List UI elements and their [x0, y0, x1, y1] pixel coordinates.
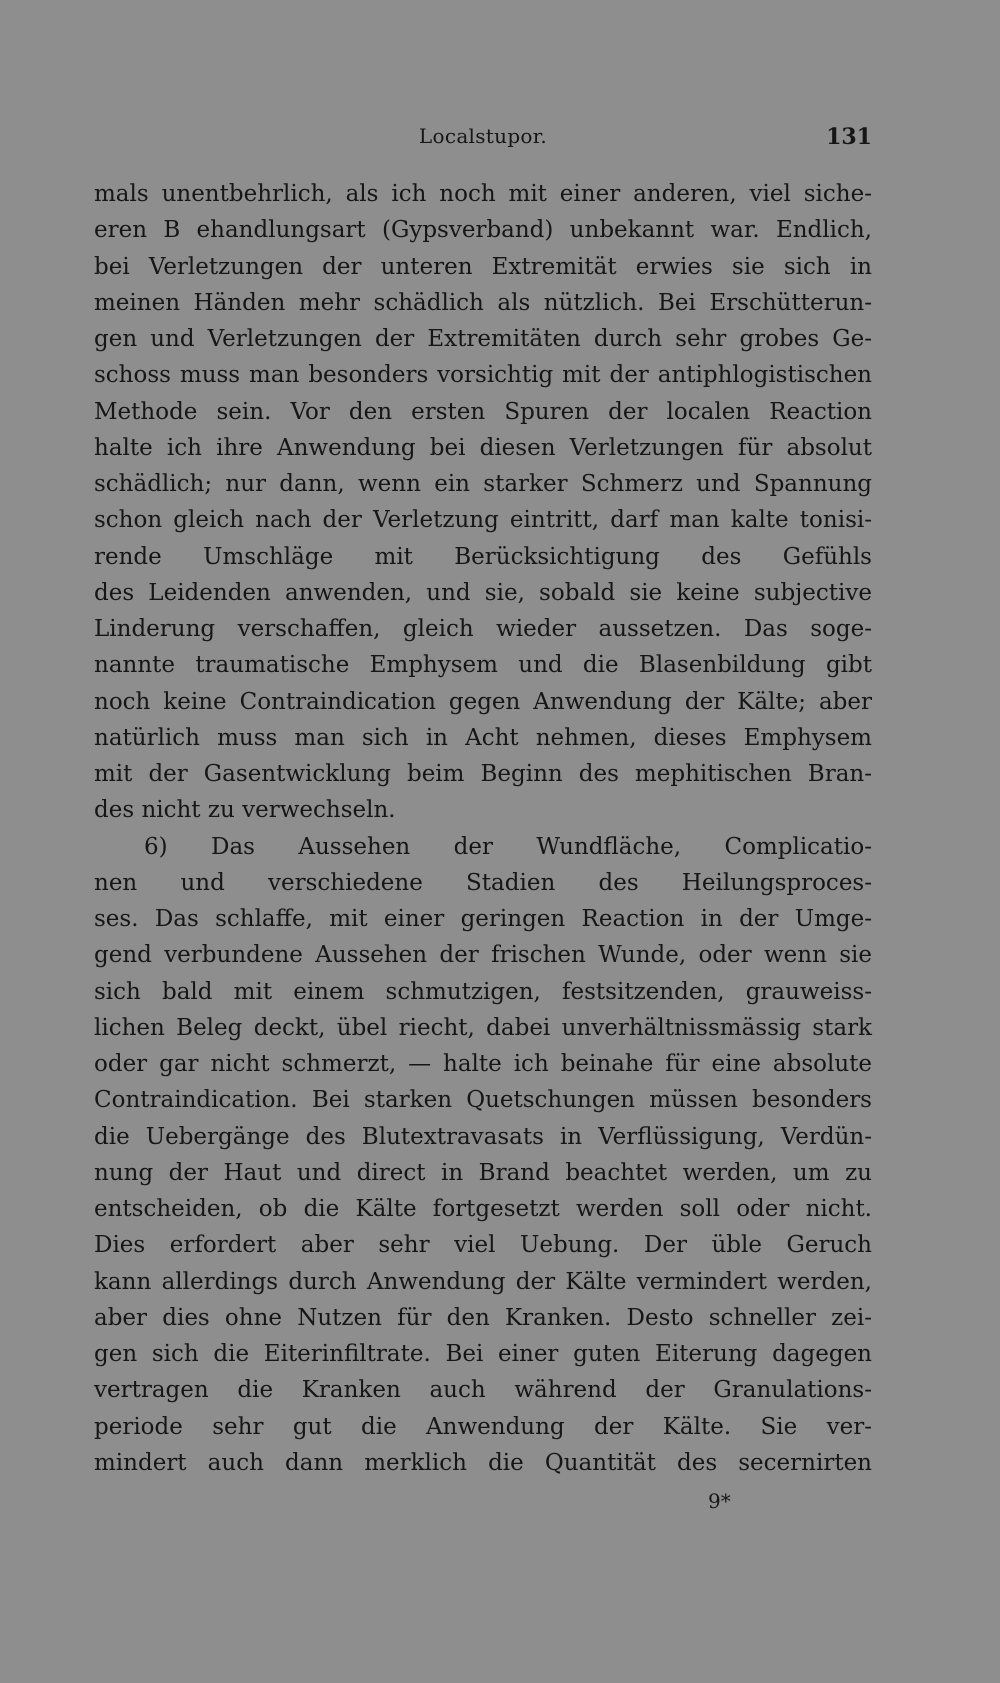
text-line: natürlich muss man sich in Acht nehmen, dieses Emphysem — [94, 724, 872, 751]
text-line: gen sich die Eiterinfiltrate. Bei einer guten Eiterung dagegen — [94, 1341, 872, 1367]
body-text — [94, 176, 872, 1481]
page-number: 131 — [826, 124, 872, 150]
running-title: Localstupor. — [418, 124, 548, 148]
section-heading-line: nen und verschiedene Stadien des Heilungsproces- — [94, 869, 872, 896]
text-line: mindert auch dann merklich die Quantität des secernirten — [94, 1449, 872, 1476]
text-line: nung der Haut und direct in Brand beachtet werden, um zu — [94, 1159, 872, 1186]
signature-mark: 9* — [708, 1489, 731, 1513]
text-line: mit der Gasentwicklung beim Beginn des mephitischen Bran- — [94, 761, 872, 787]
text-line: mals unentbehrlich, als ich noch mit einer anderen, viel siche- — [94, 181, 872, 207]
text-line: meinen Händen mehr schädlich als nützlich. Bei Erschütterun- — [94, 289, 872, 316]
text-line: bei Verletzungen der unteren Extremität erwies sie sich in — [94, 253, 872, 280]
text-line: ses. Das schlaffe, mit einer geringen Reaction in der Umge- — [94, 906, 872, 932]
text-line: des Leidenden anwenden, und sie, sobald sie keine subjective — [94, 579, 872, 606]
text-line: rende Umschläge mit Berücksichtigung des Gefühls — [94, 543, 872, 570]
text-line: vertragen die Kranken auch während der Granulations- — [94, 1377, 872, 1404]
text-line: entscheiden, ob die Kälte fortgesetzt werden soll oder nicht. — [94, 1196, 872, 1222]
text-line: des nicht zu verwechseln. — [94, 797, 396, 824]
text-line: Dies erfordert aber sehr viel Uebung. Der üble Geruch — [94, 1232, 872, 1259]
text-line: Linderung verschaffen, gleich wieder aussetzen. Das soge- — [94, 616, 872, 642]
text-line: noch keine Contraindication gegen Anwendung der Kälte; aber — [94, 688, 872, 715]
text-line: die Uebergänge des Blutextravasats in Verflüssigung, Verdün- — [94, 1123, 872, 1150]
text-line: schädlich; nur dann, wenn ein starker Schmerz und Spannung — [94, 471, 872, 497]
text-line: Contraindication. Bei starken Quetschungen müssen besonders — [94, 1087, 872, 1114]
section-heading-line: 6) Das Aussehen der Wundfläche, Complicatio- — [144, 833, 872, 860]
running-head — [94, 124, 872, 154]
text-line: kann allerdings durch Anwendung der Kälte vermindert werden, — [94, 1268, 872, 1295]
text-line: oder gar nicht schmerzt, — halte ich beinahe für eine absolute — [94, 1051, 872, 1077]
text-line: schoss muss man besonders vorsichtig mit der antiphlogistischen — [94, 362, 872, 389]
text-line: periode sehr gut die Anwendung der Kälte. Sie ver- — [94, 1413, 872, 1440]
text-line: sich bald mit einem schmutzigen, festsitzenden, grauweiss- — [94, 978, 872, 1005]
text-line: halte ich ihre Anwendung bei diesen Verletzungen für absolut — [94, 434, 872, 461]
text-line: schon gleich nach der Verletzung eintritt, darf man kalte tonisi- — [94, 507, 872, 534]
text-line: aber dies ohne Nutzen für den Kranken. Desto schneller zei- — [94, 1304, 872, 1331]
text-line: lichen Beleg deckt, übel riecht, dabei unverhältnissmässig stark — [94, 1014, 872, 1041]
text-line: nannte traumatische Emphysem und die Blasenbildung gibt — [94, 652, 872, 679]
text-line: gen und Verletzungen der Extremitäten durch sehr grobes Ge- — [94, 326, 872, 352]
text-line: gend verbundene Aussehen der frischen Wunde, oder wenn sie — [94, 942, 872, 969]
text-line: eren B ehandlungsart (Gypsverband) unbekannt war. Endlich, — [94, 217, 872, 244]
text-line: Methode sein. Vor den ersten Spuren der localen Reaction — [94, 398, 872, 425]
